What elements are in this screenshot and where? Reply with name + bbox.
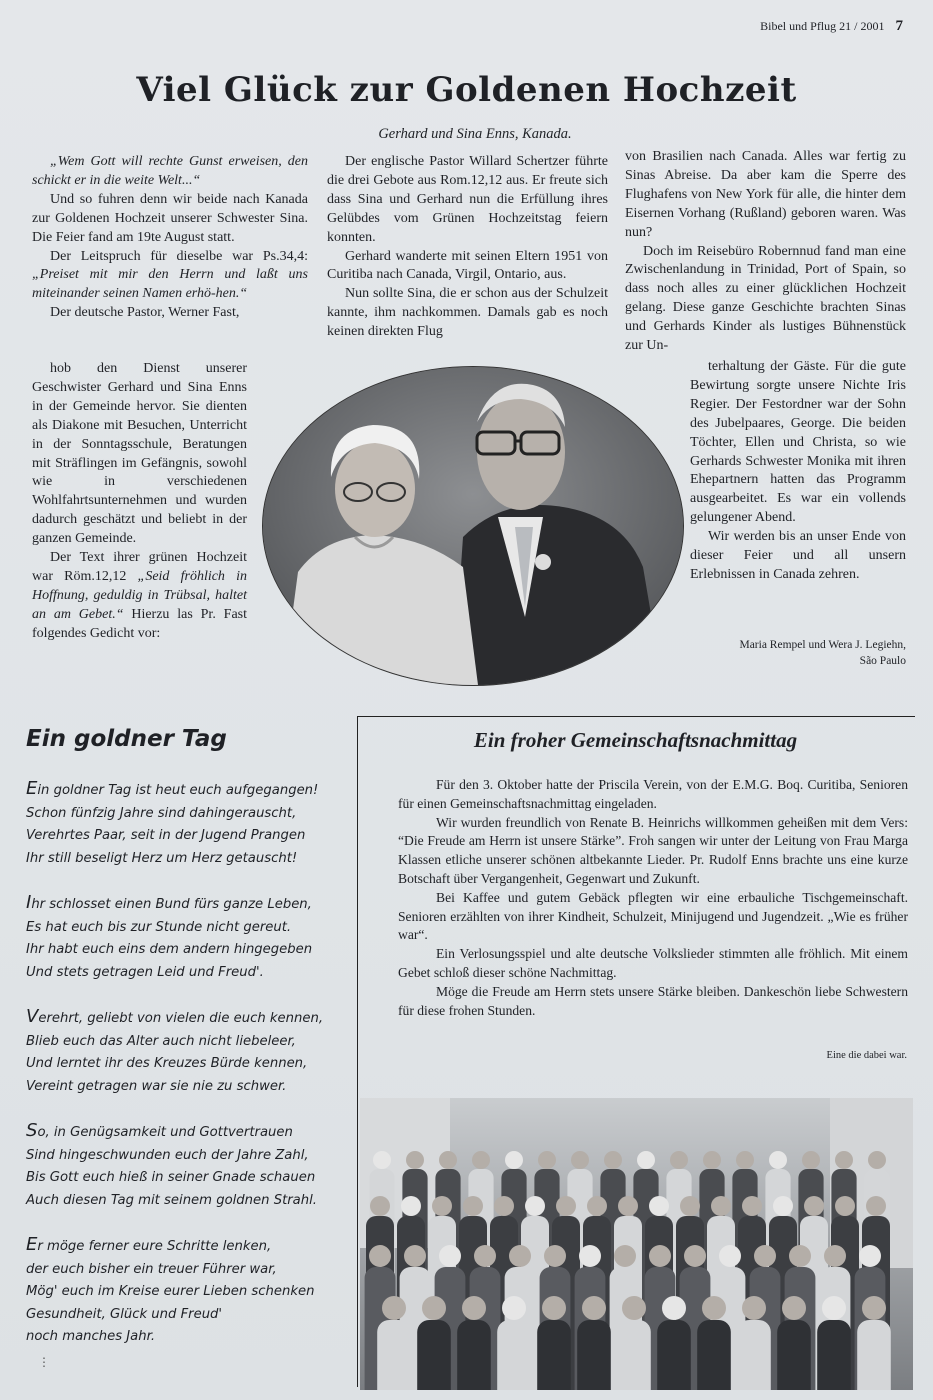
group-person-head: [382, 1296, 406, 1320]
boxed-article-paragraph: Wir wurden freundlich von Renate B. Heinrichs willkommen geheißen mit dem Vers: “Die Freude am Herrn ist unsere Stärke”. Froh sangen wir unter der Leitung von Frau Marga Klassen etliche unserer schönen altbekannte Lieder. Pr. Rudolf Enns brachte uns eine kurze Botschaft über Vergangenheit, Gegenwart und Zukunft.: [398, 814, 908, 886]
group-person-head: [868, 1151, 886, 1169]
group-person-head: [711, 1196, 731, 1216]
col3-paragraph-2: Doch im Reisebüro Robernnud fand man eine Zwischenlandung in Trinidad, Port of Spain, so dass noch alles zu einer glücklichen Hochzeit gelang. Diese ganze Geschichte brachten Sinas und Gerhards Kinder als lustiges Bühnenstück zur Un-: [625, 243, 906, 354]
group-person-head: [544, 1245, 566, 1267]
group-person-head: [789, 1245, 811, 1267]
group-person-body: [497, 1320, 531, 1390]
group-person-head: [439, 1151, 457, 1169]
poem-line: Vereint getragen war sie nie zu schwer.: [26, 1078, 287, 1094]
group-person-head: [432, 1196, 452, 1216]
poem-line: Sind hingeschwunden euch der Jahre Zahl,: [26, 1147, 309, 1163]
boxed-article-title: Ein froher Gemeinschaftsnachmittag: [473, 728, 798, 752]
opening-quote: „Wem Gott will rechte Gunst erweisen, den schickt er in die weite Welt...“: [32, 154, 308, 188]
signature-place: São Paulo: [859, 655, 906, 667]
article-column-1-wrap: [32, 360, 247, 644]
group-person-head: [370, 1196, 390, 1216]
group-person-head: [835, 1151, 853, 1169]
col1-p4-quote: „Seid fröhlich in Hoffnung, geduldig in Trübsal, haltet an am Gebet.“: [32, 568, 247, 622]
group-person-body: [697, 1320, 731, 1390]
poem-line: Ein goldner Tag ist heut euch aufgegangen!: [26, 778, 319, 799]
group-person-head: [582, 1296, 606, 1320]
group-person-head: [719, 1245, 741, 1267]
poem-line: So, in Genügsamkeit und Gottvertrauen: [26, 1120, 293, 1141]
article-column-1: [32, 153, 308, 323]
col1-paragraph-2: [32, 248, 308, 305]
col3-paragraph-1: von Brasilien nach Canada. Alles war fertig zu Sinas Abreise. Da aber kam die Sperre des Flughafens von New York für alle, die hinter dem Eisernen Vorhang (Rußland) geboren waren. Was nun?: [625, 149, 906, 240]
article-headline: Viel Glück zur Goldenen Hochzeit: [136, 70, 797, 110]
group-person-head: [538, 1151, 556, 1169]
group-person-head: [404, 1245, 426, 1267]
group-person-head: [769, 1151, 787, 1169]
group-person-head: [587, 1196, 607, 1216]
group-person-head: [525, 1196, 545, 1216]
poem-title: Ein goldner Tag: [26, 726, 227, 752]
margin-mark: ⋮: [38, 1355, 50, 1369]
group-person-head: [859, 1245, 881, 1267]
couple-photo-illustration: [263, 367, 683, 685]
signature-authors: Maria Rempel und Wera J. Legiehn,: [739, 639, 906, 651]
group-person-head: [614, 1245, 636, 1267]
couple-photo: [262, 366, 684, 686]
group-person-head: [680, 1196, 700, 1216]
group-person-head: [649, 1196, 669, 1216]
boxed-article-paragraph: Möge die Freude am Herrn stets unsere Stärke bleiben. Dankeschön liebe Schwestern für diese frohen Stunden.: [398, 983, 908, 1018]
group-person-head: [439, 1245, 461, 1267]
group-person-head: [684, 1245, 706, 1267]
group-person-head: [822, 1296, 846, 1320]
poem-line: Verehrtes Paar, seit in der Jugend Prangen: [26, 828, 306, 843]
group-person-head: [866, 1196, 886, 1216]
boxed-article-paragraph: Bei Kaffee und gutem Gebäck pflegten wir eine erbauliche Tischgemeinschaft. Senioren erzählten von ihrer Kindheit, Schulzeit, Minijugend und Jugendzeit. „Wie es früher war“.: [398, 889, 908, 943]
poem-line: Verehrt, geliebt von vielen die euch kennen,: [26, 1006, 324, 1027]
group-person-head: [736, 1151, 754, 1169]
poem-line: der euch bisher ein treuer Führer war,: [26, 1261, 277, 1277]
group-person-head: [542, 1296, 566, 1320]
group-person-head: [571, 1151, 589, 1169]
poem-line: Gesundheit, Glück und Freud': [26, 1306, 223, 1322]
group-person-body: [657, 1320, 691, 1390]
poem-line: Auch diesen Tag mit seinem goldnen Strahl.: [26, 1192, 317, 1208]
poem-line: Er möge ferner eure Schritte lenken,: [26, 1234, 272, 1255]
group-person-head: [509, 1245, 531, 1267]
poem-stanza: [26, 892, 356, 984]
poem-line: Mög' euch im Kreise eurer Lieben schenken: [26, 1284, 315, 1299]
article-signature: [690, 637, 906, 669]
poem-stanza: [26, 1006, 356, 1098]
poem-stanza: [26, 1234, 356, 1349]
poem-stanza: [26, 778, 356, 870]
boxed-article-paragraph: Ein Verlosungsspiel und alte deutsche Volkslieder stimmten alle fröhlich. Mit einem Gebet schloß dieser schöne Nachmittag.: [398, 946, 908, 980]
group-person-head: [804, 1196, 824, 1216]
boxed-article-text: [398, 776, 908, 1020]
group-person-head: [662, 1296, 686, 1320]
group-person-head: [494, 1196, 514, 1216]
poem-line: noch manches Jahr.: [26, 1329, 156, 1344]
col1-p4-lead: Der Text ihrer grünen Hochzeit war Röm.12,12: [32, 550, 247, 584]
group-person-head: [802, 1151, 820, 1169]
group-person-head: [702, 1296, 726, 1320]
group-person-head: [835, 1196, 855, 1216]
poem-line: Ihr schlosset einen Bund fürs ganze Leben,: [26, 892, 312, 913]
group-person-head: [782, 1296, 806, 1320]
col1-p4-tail: Hierzu las Pr. Fast folgendes Gedicht vor:: [32, 606, 247, 641]
poem-line: Schon fünfzig Jahre sind dahingerauscht,: [26, 805, 297, 821]
group-person-head: [472, 1151, 490, 1169]
col2-paragraph-3: Nun sollte Sina, die er schon aus der Schulzeit kannte, ihm nachkommen. Damals gab es noch keinen direkten Flug: [327, 286, 608, 340]
poem-line: Es hat euch bis zur Stunde nicht gereut.: [26, 919, 292, 935]
poem-line: Blieb euch das Alter auch nicht liebeleer,: [26, 1033, 296, 1049]
poem: [26, 778, 356, 1371]
group-person-head: [622, 1296, 646, 1320]
group-person-body: [777, 1320, 811, 1390]
poem-line: Bis Gott euch hieß in seiner Gnade schauen: [26, 1170, 316, 1185]
group-person-head: [474, 1245, 496, 1267]
col1-paragraph-3-wrap: hob den Dienst unserer Geschwister Gerhard und Sina Enns in der Gemeinde hervor. Sie dienten als Diakone mit Besuchen, Unterricht in der Sonntagsschule, Beratungen mit Sträflingen im Gefängnis, sowohl wie in verschiedenen Wohlfahrtsunternehmen und wurden dadurch geschätzt und beliebt in der ganzen Gemeinde.: [32, 361, 247, 547]
publication-name: Bibel und Pflug: [760, 19, 837, 33]
col1-p2-quote: „Preiset mit mir den Herrn und laßt uns miteinander seinen Namen erhö-hen.“: [32, 267, 308, 302]
group-person-body: [377, 1320, 411, 1390]
group-person-head: [369, 1245, 391, 1267]
group-person-head: [422, 1296, 446, 1320]
group-person-head: [401, 1196, 421, 1216]
boxed-article-paragraph: Für den 3. Oktober hatte der Priscila Verein, von der E.M.G. Boq. Curitiba, Senioren für einen Gemeinschaftsnachmittag eingeladen.: [398, 777, 908, 811]
group-person-body: [857, 1320, 891, 1390]
group-person-head: [579, 1245, 601, 1267]
group-person-head: [773, 1196, 793, 1216]
col2-paragraph-1: Der englische Pastor Willard Schertzer führte die drei Gebote aus Rom.12,12 aus. Er freute sich dass Sina und Gerhard nun die Erfüllung ihres Gelübdes vom Grünen Hochzeitstag feiern konnten.: [327, 154, 608, 245]
group-person-head: [703, 1151, 721, 1169]
col1-paragraph-4: [32, 549, 247, 644]
poem-line: Ihr still beseligt Herz um Herz getauscht!: [26, 850, 298, 866]
poem-line: Ihr habt euch eins dem andern hingegeben: [26, 942, 313, 957]
page-number: 7: [895, 18, 903, 34]
article-column-3-wrap: [690, 358, 906, 585]
group-person-head: [406, 1151, 424, 1169]
group-person-head: [754, 1245, 776, 1267]
group-person-head: [618, 1196, 638, 1216]
col1-paragraph-3: Der deutsche Pastor, Werner Fast,: [50, 305, 240, 321]
poem-stanza: [26, 1120, 356, 1212]
group-photo-illustration: [360, 1098, 913, 1390]
group-person-body: [537, 1320, 571, 1390]
group-person-body: [577, 1320, 611, 1390]
col1-p2-lead: Der Leitspruch für dieselbe war Ps.34,4:: [50, 248, 308, 264]
issue-number: 21 / 2001: [839, 19, 885, 33]
group-person-head: [505, 1151, 523, 1169]
article-column-2: [327, 153, 608, 342]
group-person-body: [417, 1320, 451, 1390]
group-person-body: [457, 1320, 491, 1390]
group-person-head: [556, 1196, 576, 1216]
group-person-head: [742, 1296, 766, 1320]
group-person-head: [604, 1151, 622, 1169]
running-head: [760, 18, 903, 35]
col3-paragraph-3: Wir werden bis an unser Ende von dieser Feier und all unsern Erlebnissen in Canada zehren.: [690, 529, 906, 582]
col1-paragraph-1: Und so fuhren denn wir beide nach Kanada zur Goldenen Hochzeit unserer Schwester Sina. Die Feier fand am 19te August statt.: [32, 191, 308, 245]
col3-paragraph-2-wrap: terhaltung der Gäste. Für die gute Bewirtung sorgte unsere Nichte Iris Regier. Der Festordner war der Sohn des Jubelpaares, George. Die beiden Töchter, Ellen und Christa, so wie Gerhards Schwester Monika mit ihren Ehepartnern hatten das Programm ausgearbeitet. Es war ein vollends gelungener Abend.: [690, 359, 906, 526]
col2-paragraph-2: Gerhard wanderte mit seinen Eltern 1951 von Curitiba nach Canada, Virgil, Ontario, aus.: [327, 248, 608, 283]
group-person-head: [462, 1296, 486, 1320]
poem-line: Und stets getragen Leid und Freud'.: [26, 964, 264, 980]
group-person-body: [817, 1320, 851, 1390]
group-person-head: [824, 1245, 846, 1267]
article-column-3: [625, 148, 906, 356]
group-person-head: [649, 1245, 671, 1267]
poem-line: Und lerntet ihr des Kreuzes Bürde kennen,: [26, 1056, 308, 1071]
group-person-body: [617, 1320, 651, 1390]
group-person-head: [502, 1296, 526, 1320]
article-subtitle: Gerhard und Sina Enns, Kanada.: [378, 126, 572, 142]
group-photo: [360, 1098, 913, 1390]
group-person-head: [670, 1151, 688, 1169]
group-person-head: [637, 1151, 655, 1169]
group-person-body: [737, 1320, 771, 1390]
group-person-head: [373, 1151, 391, 1169]
group-person-head: [862, 1296, 886, 1320]
group-person-head: [463, 1196, 483, 1216]
boxed-article-signature: Eine die dabei war.: [826, 1050, 907, 1061]
group-person-head: [742, 1196, 762, 1216]
